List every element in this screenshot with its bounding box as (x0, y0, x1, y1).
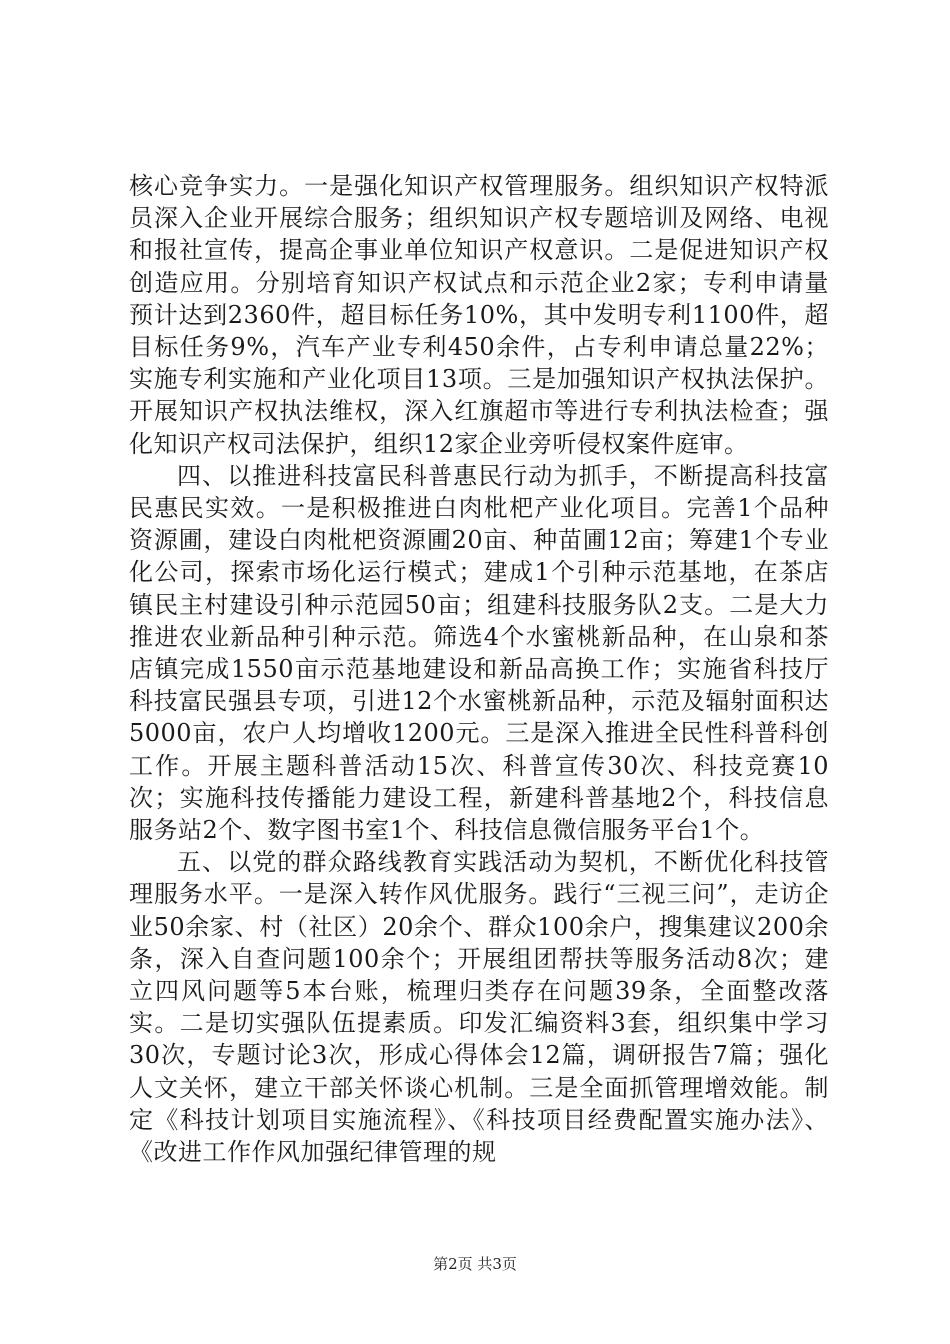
page-number-footer: 第2页 共3页 (433, 1255, 517, 1273)
paragraph-continuation: 核心竞争实力。一是强化知识产权管理服务。组织知识产权特派员深入企业开展综合服务；组织知识产权专题培训及网络、电视和报社宣传，提高企事业单位知识产权意识。二是促进知识产权创造应用。分别培育知识产权试点和示范企业2家；专利申请量预计达到2360件，超目标任务10%，其中发明专利1100件，超目标任务9%，汽车产业专利450余件，占专利申请总量22%；实施专利实施和产业化项目13项。三是加强知识产权执法保护。开展知识产权执法维权，深入红旗超市等进行专利执法检查；强化知识产权司法保护，组织12家企业旁听侵权案件庭审。 (129, 172, 829, 458)
document-body (129, 170, 829, 1168)
paragraph-section-five: 五、以党的群众路线教育实践活动为契机，不断优化科技管理服务水平。一是深入转作风优服务。践行“三视三问”，走访企业50余家、村（社区）20余个、群众100余户，搜集建议200余条，深入自查问题100余个；开展组团帮扶等服务活动8次；建立四风问题等5本台账，梳理归类存在问题39条，全面整改落实。二是切实强队伍提素质。印发汇编资料3套，组织集中学习30次，专题讨论3次，形成心得体会12篇，调研报告7篇；强化人文关怀，建立干部关怀谈心机制。三是全面抓管理增效能。制定《科技计划项目实施流程》、《科技项目经费配置实施办法》、《改进工作作风加强纪律管理的规 (129, 848, 829, 1167)
paragraph-section-four: 四、以推进科技富民科普惠民行动为抓手，不断提高科技富民惠民实效。一是积极推进白肉枇杷产业化项目。完善1个品种资源圃，建设白肉枇杷资源圃20亩、种苗圃12亩；筹建1个专业化公司，探索市场化运行模式；建成1个引种示范基地，在茶店镇民主村建设引种示范园50亩；组建科技服务队2支。二是大力推进农业新品种引种示范。筛选4个水蜜桃新品种，在山泉和茶店镇完成1550亩示范基地建设和新品高换工作；实施省科技厅科技富民强县专项，引进12个水蜜桃新品种，示范及辐射面积达5000亩，农户人均增收1200元。三是深入推进全民性科普科创工作。开展主题科普活动15次、科普宣传30次、科技竞赛10次；实施科技传播能力建设工程，新建科普基地2个，科技信息服务站2个、数字图书室1个、科技信息微信服务平台1个。 (129, 461, 829, 845)
